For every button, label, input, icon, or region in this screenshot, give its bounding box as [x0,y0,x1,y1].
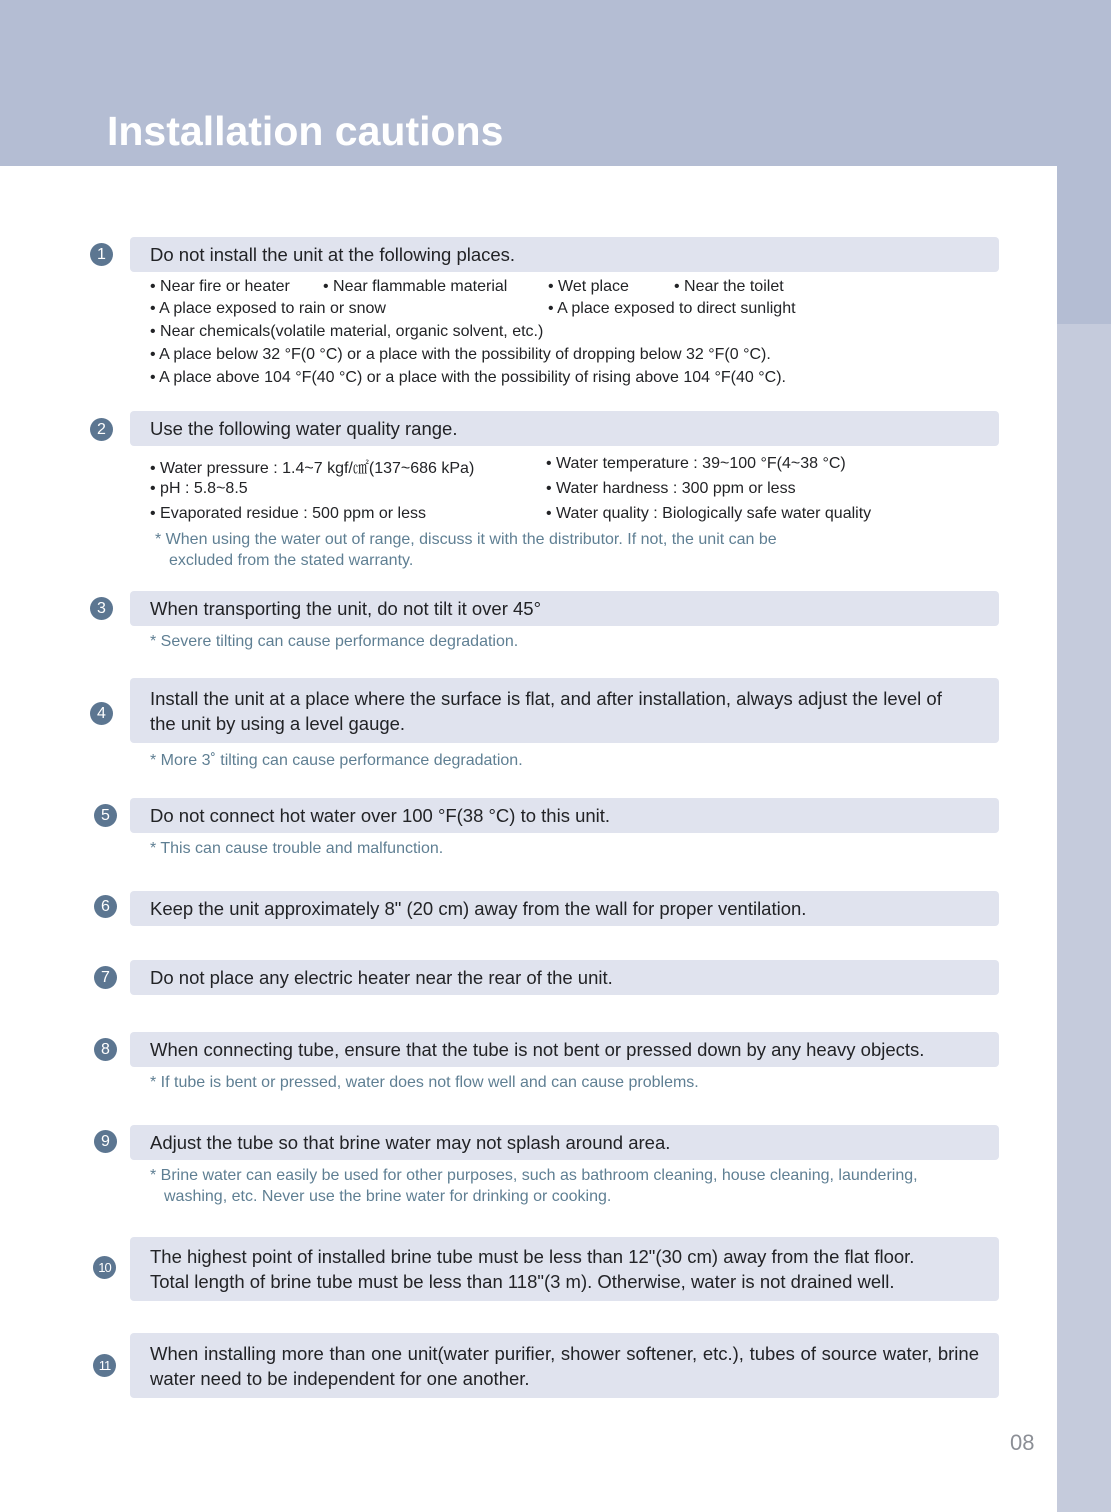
item-number-badge: 3 [90,597,113,620]
caution-heading [130,1237,999,1301]
caution-heading-text: Adjust the tube so that brine water may not splash around area. [150,1132,671,1153]
caution-heading-text: Do not connect hot water over 100 °F(38 °C) to this unit. [150,805,611,826]
caution-note: * This can cause trouble and malfunction. [150,840,444,857]
caution-heading-text: The highest point of installed brine tube must be less than 12"(30 cm) away from the flat floor. [150,1246,915,1267]
caution-note: * More 3˚ tilting can cause performance degradation. [150,752,523,769]
caution-note: * If tube is bent or pressed, water does not flow well and can cause problems. [150,1074,699,1091]
bullet-item: • A place above 104 °F(40 °C) or a place with the possibility of rising above 104 °F(40 °C). [150,369,786,386]
item-number-badge: 10 [93,1256,116,1279]
bullet-item: • Evaporated residue : 500 ppm or less [150,505,426,522]
caution-note-continued: excluded from the stated warranty. [169,552,414,569]
caution-heading-text: When transporting the unit, do not tilt it over 45° [150,598,541,619]
caution-heading-text: Install the unit at a place where the surface is flat, and after installation, always adjust the level of [150,687,942,709]
caution-heading-text: Do not place any electric heater near the rear of the unit. [150,967,613,988]
caution-heading-text: When connecting tube, ensure that the tube is not bent or pressed down by any heavy objects. [150,1039,925,1060]
bullet-item: • Near chemicals(volatile material, organic solvent, etc.) [150,323,544,340]
caution-heading [130,591,999,626]
bullet-item: • A place exposed to direct sunlight [548,300,796,317]
caution-heading [130,1333,999,1398]
caution-heading-text-continued: the unit by using a level gauge. [150,712,406,734]
caution-note-continued: washing, etc. Never use the brine water for drinking or cooking. [164,1188,612,1205]
caution-heading-text: Keep the unit approximately 8" (20 cm) away from the wall for proper ventilation. [150,898,807,919]
bullet-item: • Near fire or heater [150,278,290,295]
caution-heading-text: Do not install the unit at the following places. [150,244,516,265]
item-number-badge: 6 [94,895,117,918]
bullet-item: • Near flammable material [323,278,508,295]
bullet-item: • Water hardness : 300 ppm or less [546,480,796,497]
bullet-item: • Water quality : Biologically safe water quality [546,505,872,522]
content-panel [0,166,1057,1512]
page-number: 08 [1010,1430,1035,1455]
side-strip [1057,324,1111,1512]
item-number-badge: 5 [94,804,117,827]
bullet-item: • A place exposed to rain or snow [150,300,386,317]
bullet-item: • Near the toilet [674,278,784,295]
item-number-badge: 11 [93,1354,116,1377]
bullet-item: • Wet place [548,278,629,295]
item-number-badge: 1 [90,243,113,266]
caution-note: * Brine water can easily be used for other purposes, such as bathroom cleaning, house cleaning, laundering, [150,1167,918,1184]
page-title: Installation cautions [107,108,504,154]
bullet-item: • Water pressure : 1.4~7 kgf/㎠(137~686 kPa) [150,460,475,477]
bullet-item: • pH : 5.8~8.5 [150,480,248,497]
caution-heading-text-continued: Total length of brine tube must be less than 118"(3 m). Otherwise, water is not drained well. [150,1271,895,1292]
caution-note: * When using the water out of range, discuss it with the distributor. If not, the unit can be [155,531,777,548]
caution-heading [130,891,999,926]
caution-heading [130,798,999,833]
caution-heading [130,411,999,446]
caution-heading [130,237,999,272]
caution-heading [130,960,999,995]
side-strip-top [1057,0,1111,324]
caution-heading [130,1125,999,1160]
item-number-badge: 4 [90,702,113,725]
item-number-badge: 2 [90,418,113,441]
caution-heading [130,1032,999,1067]
item-number-badge: 8 [94,1038,117,1061]
item-number-badge: 9 [94,1130,117,1153]
item-number-badge: 7 [94,966,117,989]
caution-heading [130,678,999,743]
caution-note: * Severe tilting can cause performance degradation. [150,633,519,650]
caution-heading-text: When installing more than one unit(water purifier, shower softener, etc.), tubes of source water, brine water need to be independent for one another. [150,1342,979,1389]
bullet-item: • Water temperature : 39~100 °F(4~38 °C) [546,455,846,472]
caution-heading-text: Use the following water quality range. [150,418,458,439]
bullet-item: • A place below 32 °F(0 °C) or a place with the possibility of dropping below 32 °F(0 °C). [150,346,771,363]
